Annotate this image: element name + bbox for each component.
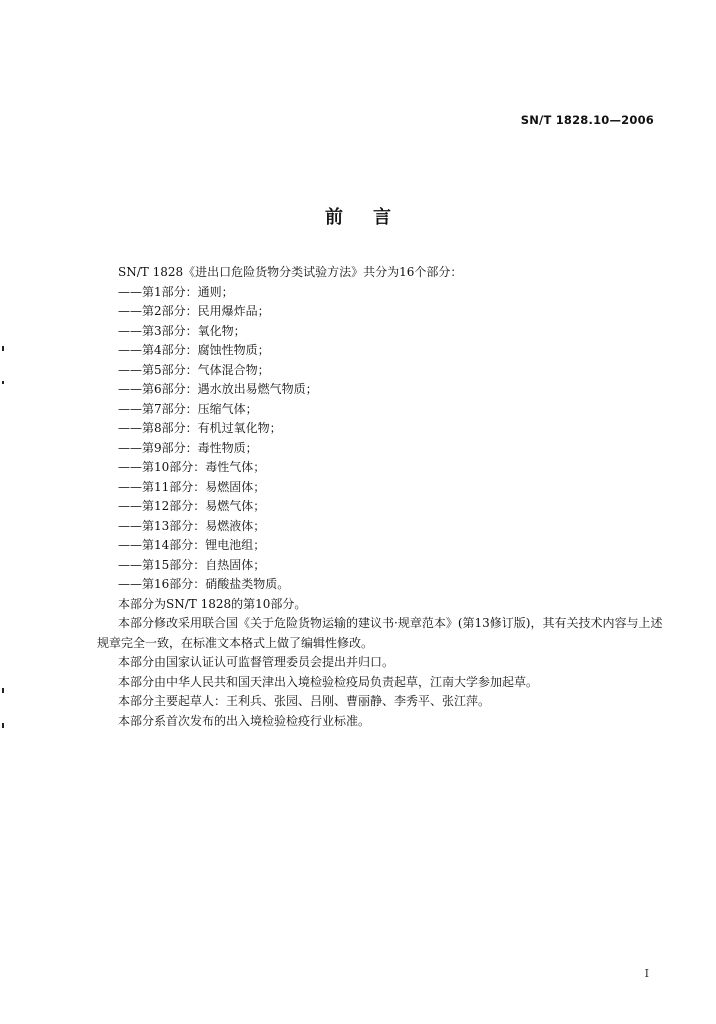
list-item: [97, 322, 663, 342]
list-item: [97, 400, 663, 420]
parts-list: [97, 283, 663, 595]
list-dash: ——: [118, 518, 142, 533]
list-dash: ——: [118, 499, 142, 513]
list-dash: ——: [118, 401, 142, 416]
list-item-text: 第14部分：锂电池组；: [142, 538, 266, 552]
list-item: [97, 517, 663, 537]
list-item: [97, 575, 663, 595]
page-title: 前言: [325, 207, 421, 228]
list-dash: ——: [118, 421, 142, 435]
body-paragraph: 本部分系首次发布的出入境检验检疫行业标准。: [118, 713, 371, 728]
list-dash: ——: [118, 440, 142, 455]
list-item-text: 第16部分：硝酸盐类物质。: [142, 577, 290, 591]
page-number: I: [644, 967, 649, 980]
list-item-text: 第15部分：自热固体；: [142, 557, 266, 572]
list-item-text: 第1部分：通则；: [142, 284, 234, 299]
list-item-text: 第10部分：毒性气体；: [142, 460, 266, 474]
body-paragraph: 本部分主要起草人：王利兵、张园、吕刚、曹丽静、李秀平、张江萍。: [118, 694, 491, 708]
list-dash: ——: [118, 557, 142, 572]
list-item: [97, 458, 663, 478]
list-item: [97, 497, 663, 517]
list-dash: ——: [118, 460, 142, 474]
list-dash: ——: [118, 577, 142, 591]
list-item-text: 第8部分：有机过氧化物；: [142, 421, 282, 435]
scan-mark: [2, 346, 4, 351]
list-item: [97, 341, 663, 361]
list-item: [97, 283, 663, 303]
standard-code: SN/T 1828.10—2006: [520, 113, 654, 127]
list-item: [97, 302, 663, 322]
list-dash: ——: [118, 382, 142, 396]
body-paragraph: 本部分由中华人民共和国天津出入境检验检疫局负责起草，江南大学参加起草。: [118, 674, 539, 689]
list-item-text: 第5部分：气体混合物；: [142, 362, 270, 377]
list-item-text: 第3部分：氧化物；: [142, 323, 246, 338]
list-item: [97, 419, 663, 439]
list-item-text: 第12部分：易燃气体；: [142, 499, 266, 513]
scan-mark: [2, 688, 4, 693]
list-dash: ——: [118, 343, 142, 357]
list-item: [97, 556, 663, 576]
body-paragraph: 本部分由国家认证认可监督管理委员会提出并归口。: [118, 655, 395, 669]
list-dash: ——: [118, 538, 142, 552]
list-item: [97, 536, 663, 556]
list-item: [97, 439, 663, 459]
list-item-text: 第13部分：易燃液体；: [142, 518, 266, 533]
intro-paragraph: SN/T 1828《进出口危险货物分类试验方法》共分为16个部分：: [118, 265, 463, 279]
list-item-text: 第4部分：腐蚀性物质；: [142, 343, 270, 357]
body-paragraph: 本部分修改采用联合国《关于危险货物运输的建议书·规章范本》(第13修订版)，其有关技术内容与上述规章完全一致，在标准文本格式上做了编辑性修改。: [97, 616, 663, 650]
list-item-text: 第7部分：压缩气体；: [142, 401, 258, 416]
list-item: [97, 478, 663, 498]
list-item-text: 第2部分：民用爆炸品；: [142, 304, 270, 318]
scan-mark: [2, 723, 4, 728]
list-item: [97, 361, 663, 381]
list-item-text: 第6部分：遇水放出易燃气物质；: [142, 382, 318, 396]
list-item-text: 第11部分：易燃固体；: [142, 479, 266, 494]
foreword-body: [97, 263, 663, 731]
body-paragraph: 本部分为SN/T 1828的第10部分。: [118, 596, 307, 611]
scan-mark: [2, 381, 4, 384]
list-item-text: 第9部分：毒性物质；: [142, 440, 258, 455]
list-dash: ——: [118, 479, 142, 494]
list-item: [97, 380, 663, 400]
list-dash: ——: [118, 304, 142, 318]
list-dash: ——: [118, 323, 142, 338]
list-dash: ——: [118, 284, 142, 299]
list-dash: ——: [118, 362, 142, 377]
